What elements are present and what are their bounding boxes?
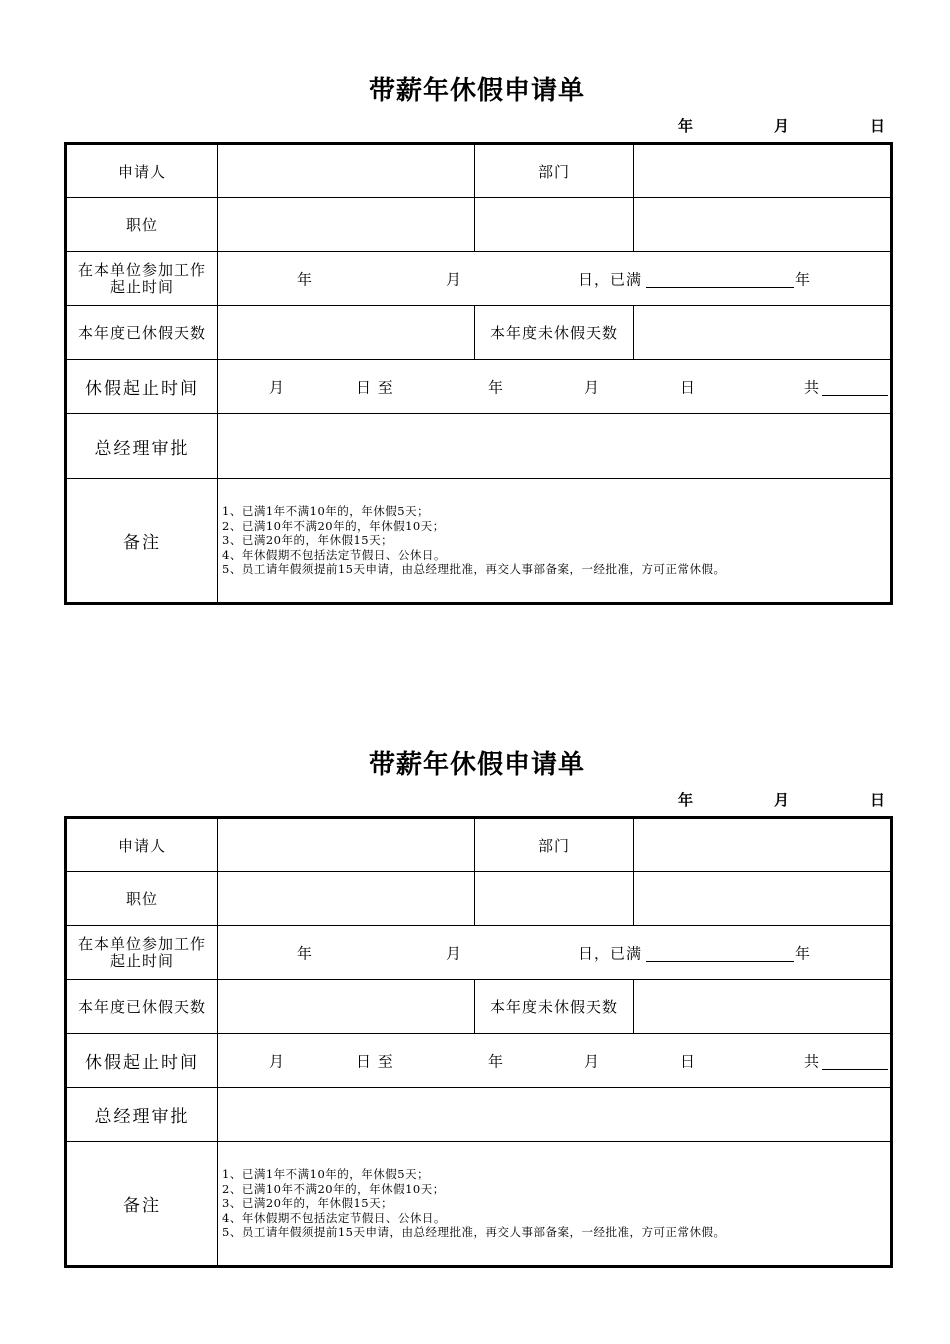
date-month: 月: [774, 791, 790, 809]
note-item: 1、已满1年不满10年的，年休假5天；: [222, 504, 430, 519]
applicant-field[interactable]: [218, 144, 475, 198]
work-years-unit: 年: [795, 270, 812, 288]
leave-form-table: [64, 142, 893, 605]
unused-days-field[interactable]: [634, 980, 892, 1034]
work-year-unit: 年: [297, 270, 314, 288]
applicant-label: 申请人: [66, 144, 218, 198]
work-day-full-text: 日，已满: [578, 270, 643, 288]
leave-day-to-text: 日 至: [356, 378, 394, 396]
work-period-label-line2: 起止时间: [109, 277, 174, 296]
blank-cell: [634, 198, 892, 252]
form-title: 带薪年休假申请单: [368, 750, 585, 780]
date-day: 日: [870, 117, 886, 135]
date-month: 月: [774, 117, 790, 135]
work-period-field[interactable]: [218, 252, 892, 306]
work-year-unit: 年: [297, 944, 314, 962]
date-day: 日: [870, 791, 886, 809]
leave-month-unit: 月: [269, 1052, 286, 1070]
unused-days-label: 本年度未休假天数: [475, 306, 634, 360]
used-days-field[interactable]: [218, 980, 475, 1034]
work-period-label: [66, 926, 218, 980]
approval-field[interactable]: [218, 414, 892, 479]
remarks-notes: [218, 479, 892, 604]
work-period-field[interactable]: [218, 926, 892, 980]
note-item: 4、年休假期不包括法定节假日、公休日。: [222, 1210, 446, 1225]
leave-month2-unit: 月: [584, 1052, 601, 1070]
leave-total-blank[interactable]: [822, 378, 888, 396]
unused-days-field[interactable]: [634, 306, 892, 360]
applicant-label: 申请人: [66, 818, 218, 872]
note-item: 5、员工请年假须提前15天申请，由总经理批准，再交人事部备案，一经批准，方可正常休假。: [222, 562, 726, 577]
department-label: 部门: [475, 818, 634, 872]
department-field[interactable]: [634, 818, 892, 872]
leave-form-table: [64, 816, 893, 1268]
leave-total-text: 共: [804, 1052, 821, 1070]
date-year: 年: [678, 791, 694, 809]
used-days-field[interactable]: [218, 306, 475, 360]
work-years-blank[interactable]: [646, 944, 794, 962]
leave-day2-unit: 日: [680, 1052, 697, 1070]
form-date: [64, 789, 890, 809]
approval-label: 总经理审批: [66, 414, 218, 479]
leave-total-text: 共: [804, 378, 821, 396]
work-month-unit: 月: [446, 944, 463, 962]
leave-day-to-text: 日 至: [356, 1052, 394, 1070]
position-field[interactable]: [218, 872, 475, 926]
work-years-blank[interactable]: [646, 270, 794, 288]
note-item: 4、年休假期不包括法定节假日、公休日。: [222, 547, 446, 562]
remarks-label: 备注: [66, 1142, 218, 1267]
position-label: 职位: [66, 872, 218, 926]
note-item: 1、已满1年不满10年的，年休假5天；: [222, 1167, 430, 1182]
unused-days-label: 本年度未休假天数: [475, 980, 634, 1034]
leave-year2-unit: 年: [488, 378, 505, 396]
note-item: 2、已满10年不满20年的，年休假10天；: [222, 1181, 445, 1196]
work-period-label: [66, 252, 218, 306]
work-month-unit: 月: [446, 270, 463, 288]
leave-period-field[interactable]: [218, 1034, 892, 1088]
leave-period-label: 休假起止时间: [66, 1034, 218, 1088]
position-label: 职位: [66, 198, 218, 252]
remarks-notes: [218, 1142, 892, 1267]
remarks-label: 备注: [66, 479, 218, 604]
leave-period-label: 休假起止时间: [66, 360, 218, 414]
department-label: 部门: [475, 144, 634, 198]
leave-month-unit: 月: [269, 378, 286, 396]
work-period-label-line1: 在本单位参加工作: [77, 260, 206, 279]
leave-month2-unit: 月: [584, 378, 601, 396]
leave-day2-unit: 日: [680, 378, 697, 396]
blank-cell: [634, 872, 892, 926]
work-years-unit: 年: [795, 944, 812, 962]
note-item: 3、已满20年的，年休假15天；: [222, 533, 394, 548]
note-item: 5、员工请年假须提前15天申请，由总经理批准，再交人事部备案，一经批准，方可正常休假。: [222, 1225, 726, 1240]
form-date: [64, 115, 890, 135]
date-year: 年: [678, 117, 694, 135]
used-days-label: 本年度已休假天数: [66, 306, 218, 360]
applicant-field[interactable]: [218, 818, 475, 872]
note-item: 2、已满10年不满20年的，年休假10天；: [222, 518, 445, 533]
leave-period-field[interactable]: [218, 360, 892, 414]
approval-label: 总经理审批: [66, 1088, 218, 1142]
form-title: 带薪年休假申请单: [368, 76, 585, 106]
used-days-label: 本年度已休假天数: [66, 980, 218, 1034]
blank-cell: [475, 872, 634, 926]
work-period-label-line1: 在本单位参加工作: [77, 934, 206, 953]
position-field[interactable]: [218, 198, 475, 252]
approval-field[interactable]: [218, 1088, 892, 1142]
department-field[interactable]: [634, 144, 892, 198]
work-period-label-line2: 起止时间: [109, 951, 174, 970]
work-day-full-text: 日，已满: [578, 944, 643, 962]
leave-year2-unit: 年: [488, 1052, 505, 1070]
leave-total-blank[interactable]: [822, 1052, 888, 1070]
note-item: 3、已满20年的，年休假15天；: [222, 1196, 394, 1211]
blank-cell: [475, 198, 634, 252]
